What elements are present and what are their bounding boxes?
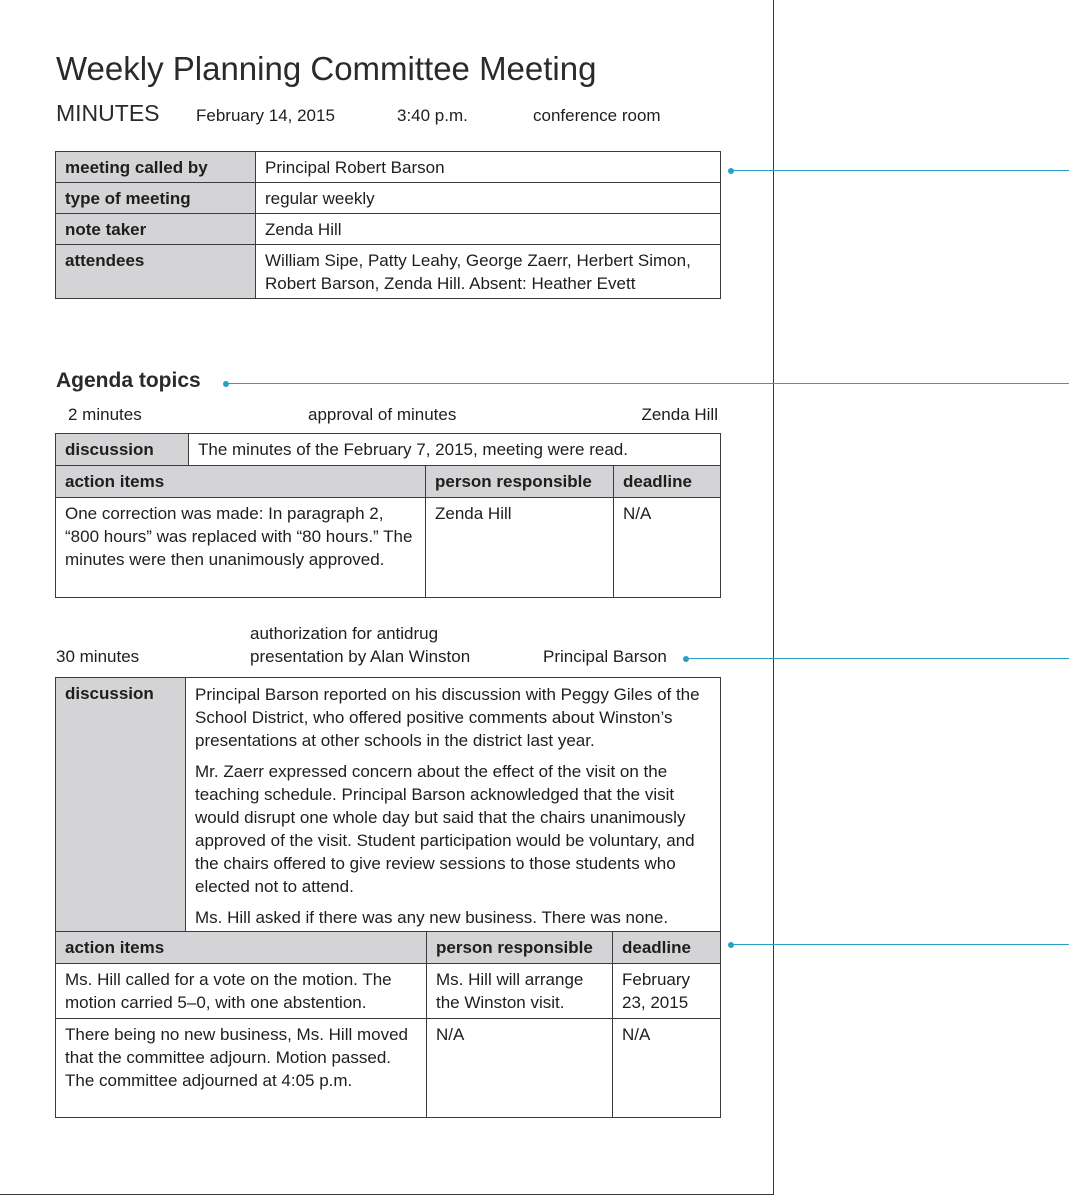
meeting-location: conference room [533,106,661,125]
info-label: note taker [56,214,256,245]
info-label: meeting called by [56,152,256,183]
info-label: type of meeting [56,183,256,214]
discussion-paragraph: Ms. Hill asked if there was any new business. There was none. [195,908,669,927]
table-row [56,152,721,183]
info-label: attendees [56,245,256,299]
table-row [56,245,721,299]
action-item-person: N/A [427,1019,613,1118]
action-items-header: action items [56,466,426,498]
meeting-info-table [55,151,721,299]
table-row [56,932,721,964]
topic2-duration: 30 minutes [56,647,140,666]
callout-dot [223,381,229,387]
discussion-label: discussion [56,434,189,466]
action-item-text: One correction was made: In paragraph 2, “800 hours” was replaced with “80 hours.” The minutes were then unanimously approved. [56,498,426,598]
callout-line [731,944,1069,945]
topic2-action-table [55,931,721,1118]
info-value: regular weekly [256,183,721,214]
discussion-body [186,678,721,935]
topic1-presenter: Zenda Hill [641,405,718,424]
minutes-label: MINUTES [56,100,160,126]
action-item-text: There being no new business, Ms. Hill moved that the committee adjourn. Motion passed. The committee adjourned at 4:05 p.m. [56,1019,427,1118]
table-row [56,466,721,498]
action-items-header: action items [56,932,427,964]
discussion-paragraph: Principal Barson reported on his discussion with Peggy Giles of the School District, who offered positive comments about Winston’s presentations at other schools in the district last year. [195,685,700,750]
topic1-title: approval of minutes [308,405,457,424]
deadline-header: deadline [613,932,721,964]
table-row [56,434,721,466]
person-responsible-header: person responsible [427,932,613,964]
info-value: William Sipe, Patty Leahy, George Zaerr, Herbert Simon, Robert Barson, Zenda Hill. Absent: Heather Evett [256,245,721,299]
action-item-deadline: N/A [613,1019,721,1118]
callout-line [686,658,1069,659]
action-item-person: Ms. Hill will arrange the Winston visit. [427,964,613,1019]
topic1-duration: 2 minutes [68,405,142,424]
topic2-title-line1: authorization for antidrug [250,624,439,643]
meeting-date: February 14, 2015 [196,106,335,125]
table-row [56,964,721,1019]
page-title: Weekly Planning Committee Meeting [56,50,597,87]
topic1-action-table [55,465,721,598]
person-responsible-header: person responsible [426,466,614,498]
callout-line [226,383,1069,384]
info-value: Zenda Hill [256,214,721,245]
topic1-discussion-table [55,433,721,466]
info-value: Principal Robert Barson [256,152,721,183]
action-item-text: Ms. Hill called for a vote on the motion. The motion carried 5–0, with one abstention. [56,964,427,1019]
meeting-time: 3:40 p.m. [397,106,468,125]
table-row [56,1019,721,1118]
table-row [56,498,721,598]
discussion-text: The minutes of the February 7, 2015, meeting were read. [189,434,721,466]
callout-dot [728,942,734,948]
callout-dot [728,168,734,174]
callout-dot [683,656,689,662]
action-item-person: Zenda Hill [426,498,614,598]
table-row [56,214,721,245]
deadline-header: deadline [614,466,721,498]
action-item-deadline: February 23, 2015 [613,964,721,1019]
table-row [56,678,721,935]
table-row [56,183,721,214]
discussion-label: discussion [56,678,186,935]
topic2-title-line2: presentation by Alan Winston [250,647,471,666]
agenda-heading: Agenda topics [56,369,201,392]
topic2-presenter: Principal Barson [543,647,667,666]
topic2-discussion-table [55,677,721,935]
callout-line [731,170,1069,171]
action-item-deadline: N/A [614,498,721,598]
discussion-paragraph: Mr. Zaerr expressed concern about the effect of the visit on the teaching schedule. Principal Barson acknowledged that the visit would disrupt one whole day but said that the chairs unanimously approved of the visit. Student participation would be voluntary, and the chairs offered to give review sessions to those students who elected not to attend. [195,762,695,896]
